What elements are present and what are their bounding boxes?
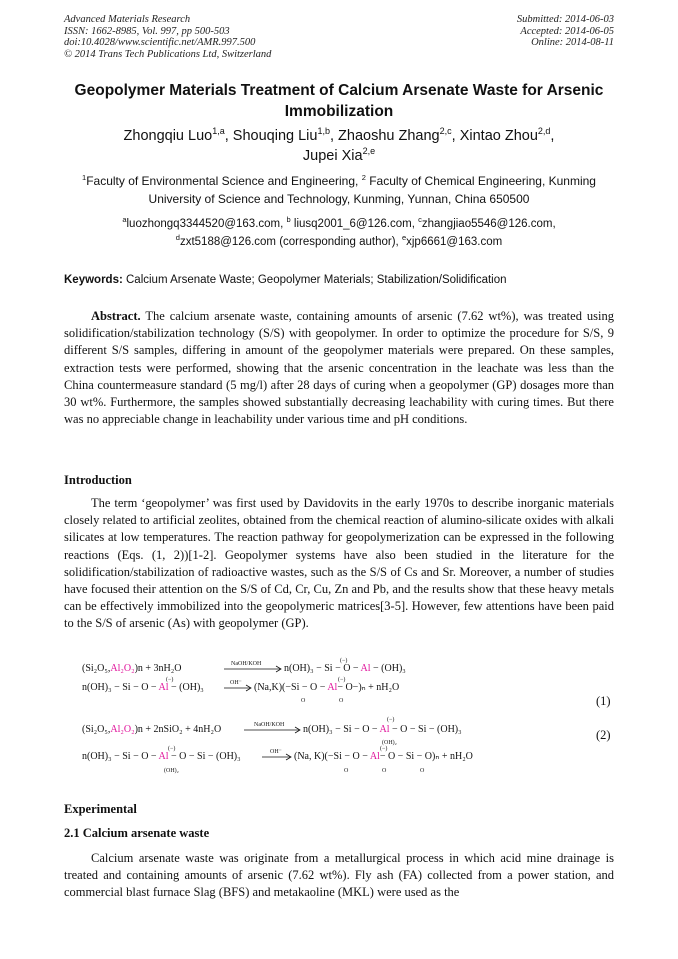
email-link[interactable]: zxt5188@126.com (corresponding author), bbox=[179, 235, 402, 248]
eq2-line2-left: n(OH)₃ − Si − O − Al − O − Si − (OH)₃ bbox=[82, 751, 241, 762]
eq2-catalyst-label: NaOH/KOH bbox=[254, 722, 285, 728]
eq1-line1-right: n(OH)₃ − Si − O − Al − (OH)₃ bbox=[284, 663, 406, 674]
subsection-heading: 2.1 Calcium arsenate waste bbox=[64, 826, 210, 840]
eq1b-catalyst-label: OH⁻ bbox=[230, 680, 242, 686]
submitted-date: Submitted: 2014-06-03 bbox=[516, 14, 614, 25]
keywords bbox=[64, 272, 624, 288]
author-name: Shouqing Liu bbox=[232, 128, 318, 144]
abstract-label: Abstract. bbox=[91, 309, 141, 323]
eq2-line1-right: n(OH)₃ − Si − O − Al − O − Si − (OH)₃ bbox=[303, 724, 462, 735]
calcium-waste-body bbox=[64, 850, 614, 902]
paper-title-line2: Immobilization bbox=[284, 103, 394, 120]
charge-label: (−) bbox=[168, 746, 176, 752]
abstract bbox=[64, 308, 614, 428]
author-name: Xintao Zhou bbox=[459, 128, 538, 144]
journal-header bbox=[64, 14, 271, 60]
equation-number: (1) bbox=[596, 694, 611, 708]
author-emails: $^a$luozhongq3344520@163.com, $^b$ liusq2001_6@126.com, $^c$zhangjiao5546@126.com, $^d$zxt5188@126.com (corresponding author), $^e$xjp6661@163.com bbox=[122, 215, 556, 248]
keywords-label: Keywords: bbox=[64, 274, 123, 286]
hydroxide-label: (OH)₂ bbox=[382, 740, 397, 746]
eq1-line2-left: n(OH)₃ − Si − O − Al − (OH)₃ bbox=[82, 682, 204, 693]
email-link[interactable]: luozhongq3344520@163.com, bbox=[126, 218, 287, 230]
eq2-line1-left: (Si₂O₅,Al₂O₂)n + 2nSiO₂ + 4nH₂O bbox=[82, 724, 222, 735]
charge-label: (−) bbox=[338, 677, 346, 683]
paper-title-line1: Geopolymer Materials Treatment of Calcium Arsenate Waste for Arsenic bbox=[74, 82, 604, 99]
journal-issn: ISSN: 1662-8985, Vol. 997, pp 500-503 bbox=[64, 25, 230, 37]
author-affil-sup: 2,d bbox=[537, 126, 551, 136]
oxygen-label: O bbox=[382, 768, 387, 774]
email-link[interactable]: zhangjiao5546@126.com, bbox=[421, 218, 556, 230]
introduction-heading: Introduction bbox=[64, 473, 132, 487]
affiliations: $^1$Faculty of Environmental Science and Engineering, $^2$ Faculty of Chemical Engineering, Kunming University of Science and Technology, Kunming, Yunnan, China 650500 bbox=[82, 173, 596, 206]
charge-label: (−) bbox=[166, 677, 174, 683]
hydroxide-label: (OH)₂ bbox=[164, 768, 179, 774]
charge-label: (−) bbox=[340, 658, 348, 664]
journal-name: Advanced Materials Research bbox=[64, 14, 191, 25]
abstract-text: The calcium arsenate waste, containing amounts of arsenic (7.62 wt%), was treated using solidification/stabilization technology (S/S) with geopolymer. In order to optimize the procedure for S/S, 9 different S/S samples, differing in amount of the geopolymer materials were prepared. On these samples, extraction tests were performed, showing that the arsenic concentration in the leachate was less than the China countermeasure standard (5 mg/l) after 28 days of curing when a geopolymer (GP) dosages more than 30 wt%. Furthermore, the samples showed substantially decreasing leachability with curing times. But there was no appreciable change in leachability under various time and pH conditions. bbox=[64, 309, 614, 427]
author-affil-sup: 2,c bbox=[439, 126, 452, 136]
charge-label: (−) bbox=[380, 746, 388, 752]
experimental-heading: Experimental bbox=[64, 802, 137, 816]
journal-doi: doi:10.4028/www.scientific.net/AMR.997.500 bbox=[64, 37, 256, 48]
keywords-text: Calcium Arsenate Waste; Geopolymer Materials; Stabilization/Solidification bbox=[122, 274, 507, 286]
author-affil-sup: 1,a bbox=[212, 126, 225, 136]
author-affil-sup: 2,e bbox=[362, 146, 376, 156]
charge-label: (−) bbox=[387, 717, 395, 723]
online-date: Online: 2014-08-11 bbox=[531, 37, 614, 48]
equation-number: (2) bbox=[596, 728, 611, 742]
oxygen-label: O bbox=[344, 768, 349, 774]
accepted-date: Accepted: 2014-06-05 bbox=[520, 25, 614, 37]
eq1-catalyst-label: NaOH/KOH bbox=[231, 661, 262, 667]
email-link[interactable]: xjp6661@163.com bbox=[406, 235, 503, 248]
oxygen-label: O bbox=[301, 698, 306, 704]
email-link[interactable]: liusq2001_6@126.com, bbox=[290, 218, 419, 230]
oxygen-label: O bbox=[420, 768, 425, 774]
eq2b-catalyst-label: OH⁻ bbox=[270, 749, 282, 755]
reaction-equations bbox=[82, 655, 622, 775]
introduction-paragraph: The term ‘geopolymer’ was first used by Davidovits in the early 1970s to describe inorganic materials closely related to artificial zeolites, obtained from the chemical reaction of alumino-silicate oxides with alkali silicates at low temperatures. The reaction pathway for geopolymerization can be expressed in the following reactions (Eqs. (1, 2))[1-2]. Geopolymer systems have also been studied in the literature for the solidification/stabilization of radioactive wastes, such as the S/S of Cs and Sr. Moreover, a number of studies have focused their attention on the S/S of Cd, Cr, Cu, Zn and Pb, and the results show that these heavy metals can be effectively immobilized into the geopolymeric matrices[3-5]. However, few attentions have been paid to the S/S of arsenic (As) with geopolymer (GP). bbox=[64, 496, 614, 631]
calcium-waste-paragraph: Calcium arsenate waste was originate from a metallurgical process in which acid mine drainage is treated and containing amounts of arsenic (7.62 wt%). Fly ash (FA) collected from a power station, and commercial blast furnace Slag (BFS) and metakaoline (MKL) were used as the bbox=[64, 851, 614, 900]
dates-header bbox=[517, 14, 614, 49]
author-name: Zhongqiu Luo bbox=[123, 128, 213, 144]
eq2-line2-right: (Na, K)(−Si − O − Al− O − Si − O)ₙ + nH₂O bbox=[294, 751, 473, 762]
author-name: Jupei Xia bbox=[302, 148, 363, 164]
author-list: Zhongqiu Luo$^{1,a}$, Shouqing Liu$^{1,b}$, Zhaoshu Zhang$^{2,c}$, Xintao Zhou$^{2,d}$, Jupei Xia$^{2,e}$ bbox=[123, 126, 555, 164]
author-affil-sup: 1,b bbox=[317, 126, 330, 136]
introduction-body bbox=[64, 495, 614, 633]
eq1-line1-left: (Si₂O₅,Al₂O₂)n + 3nH₂O bbox=[82, 663, 182, 674]
paper-title bbox=[40, 80, 638, 122]
journal-copyright: © 2014 Trans Tech Publications Ltd, Switzerland bbox=[64, 48, 272, 60]
oxygen-label: O bbox=[339, 698, 344, 704]
author-name: Zhaoshu Zhang bbox=[338, 128, 440, 144]
eq1-line2-right: (Na,K)(−Si − O − Al− O−)ₙ + nH₂O bbox=[254, 682, 400, 693]
